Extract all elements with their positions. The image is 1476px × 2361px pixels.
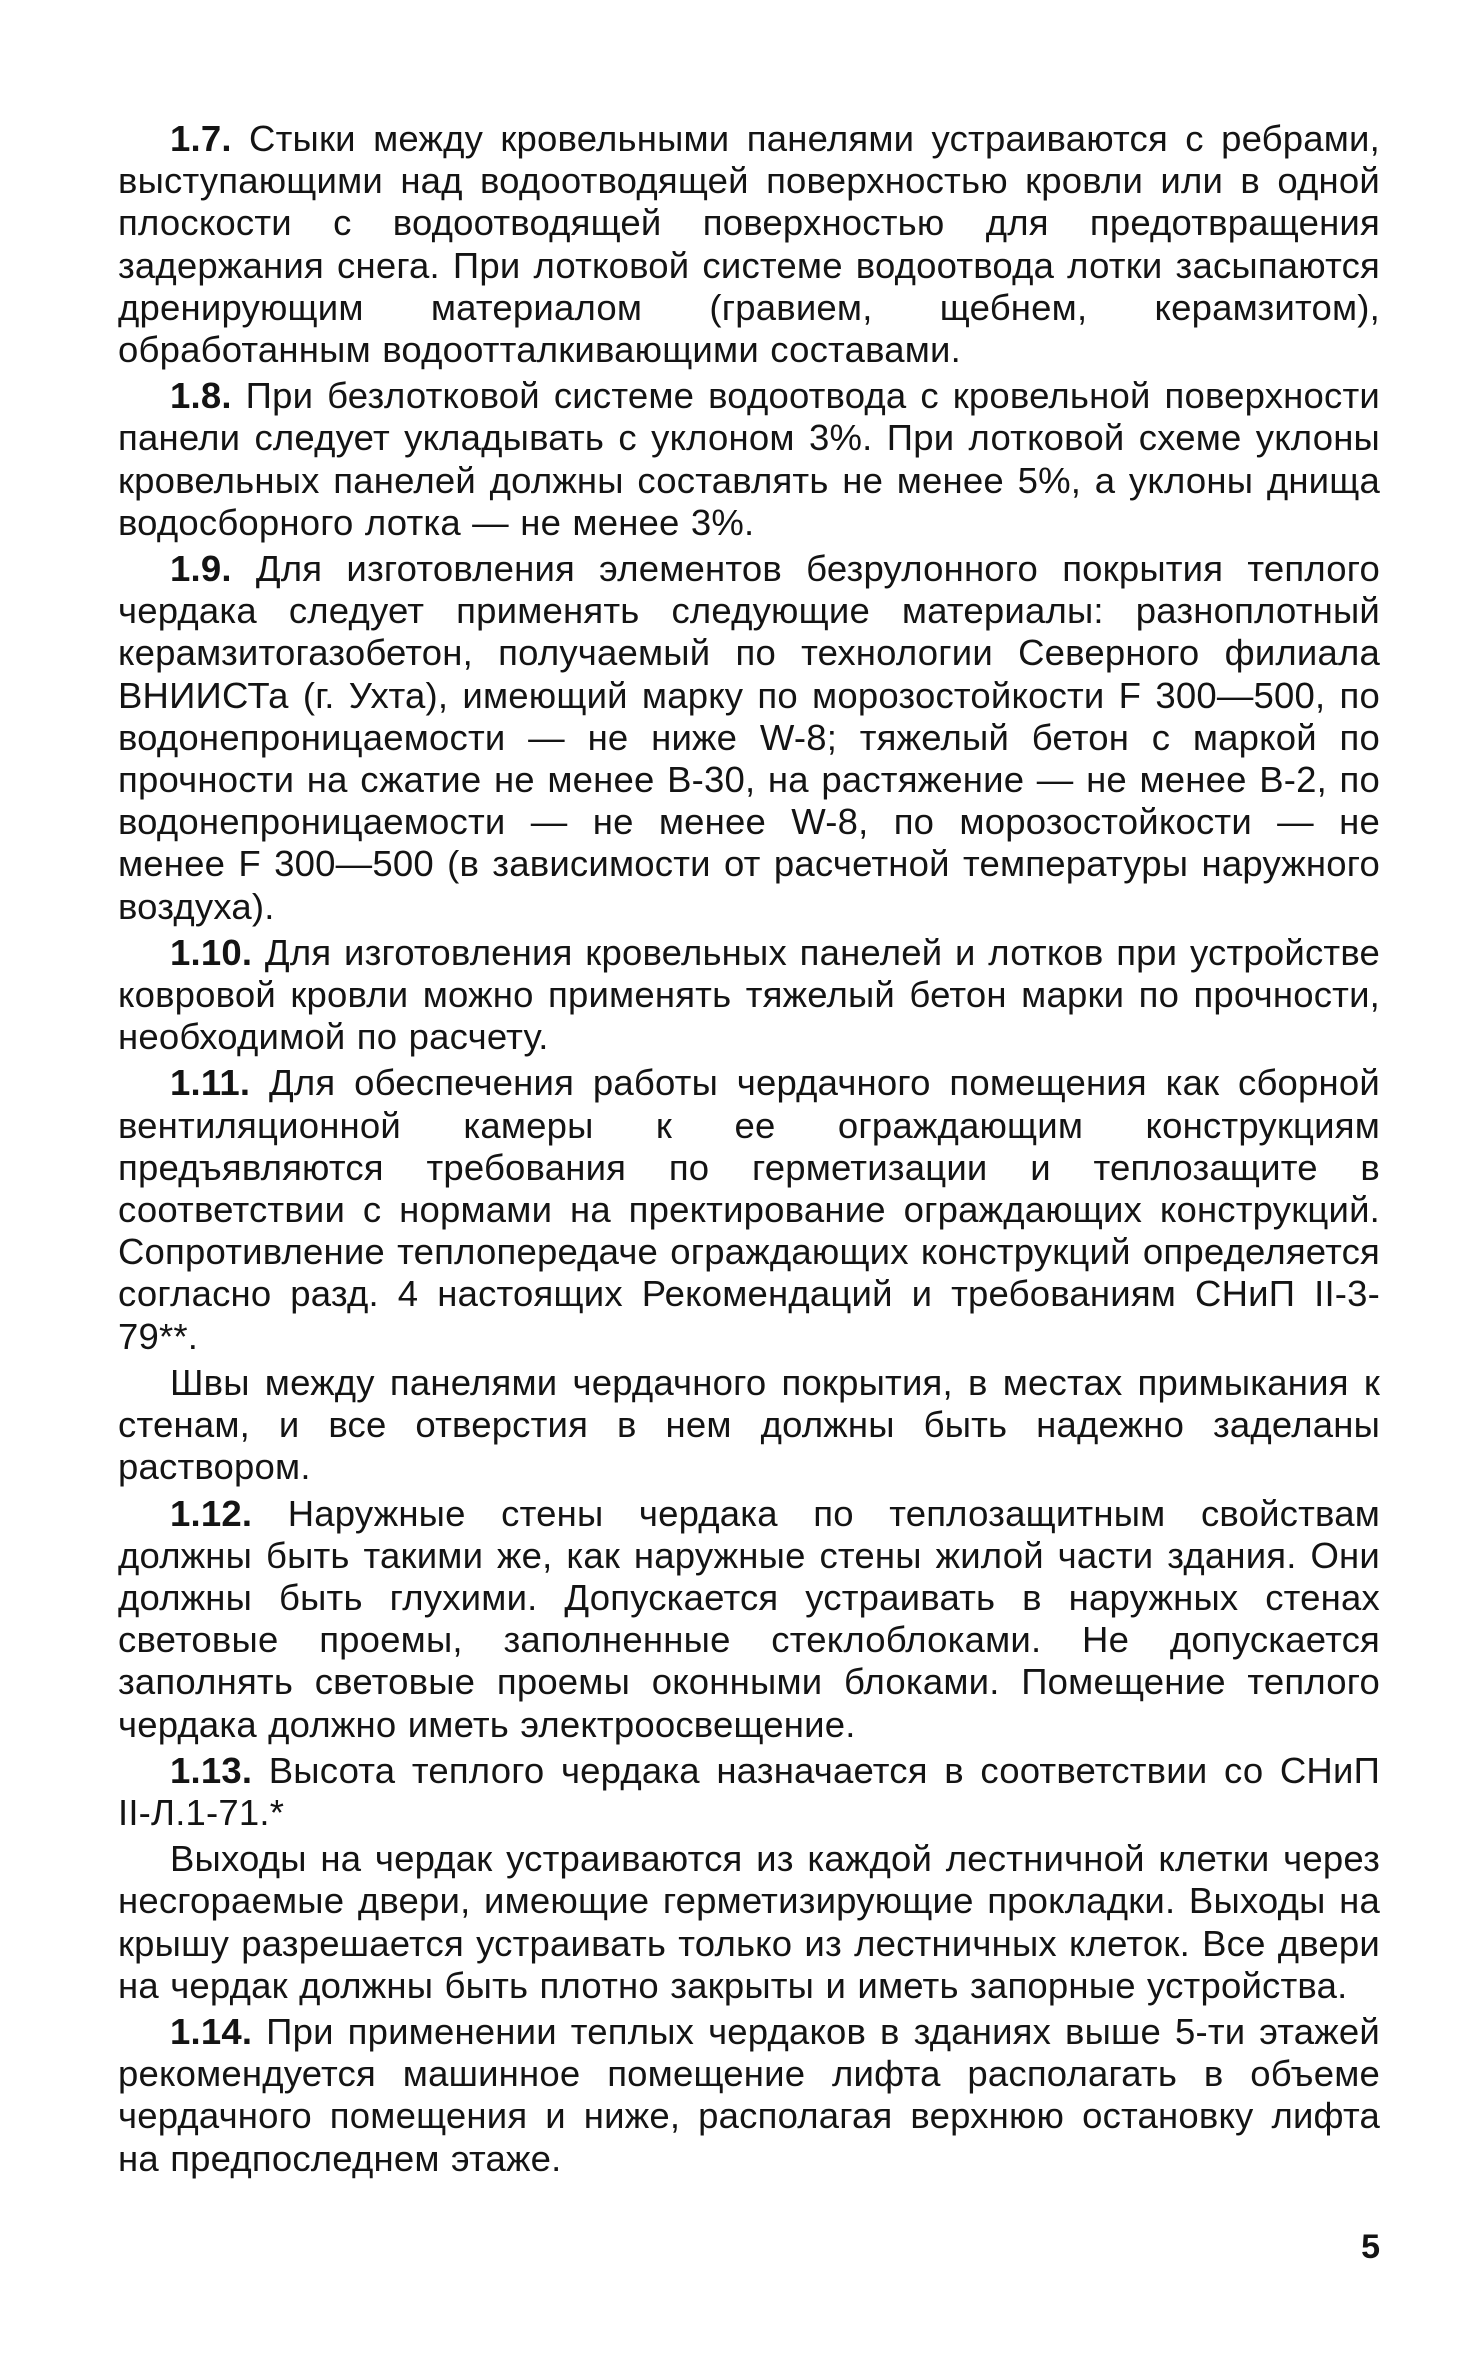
paragraph-1-9 [118,548,1380,928]
section-number: 1.12. [170,1492,253,1534]
paragraph-text: При применении теплых чердаков в зданиях выше 5-ти этажей рекомендуется машинное помещение лифта располагать в объеме чердачного помещения и ниже, располагая верхнюю остановку лифта на предпоследнем этаже. [118,2010,1380,2179]
section-number: 1.8. [170,375,232,417]
paragraph-text: Высота теплого чердака назначается в соответствии со СНиП II-Л.1-71.* [118,1749,1381,1833]
paragraph-1-12 [118,1493,1380,1746]
section-number: 1.11. [170,1062,251,1104]
section-number: 1.7. [170,118,232,159]
paragraph-1-13 [118,1750,1380,1834]
paragraph-exits [118,1838,1380,2007]
paragraph-1-7 [118,118,1380,371]
paragraph-text: Для изготовления кровельных панелей и лотков при устройстве ковровой кровли можно применять тяжелый бетон марки по прочности, необходимой по расчету. [118,931,1381,1058]
paragraph-1-14 [118,2011,1380,2180]
paragraph-text: Стыки между кровельными панелями устраиваются с ребрами, выступающими над водоотводящей поверхностью кровли или в одной плоскости с водоотводящей поверхностью для предотвращения задержания снега. При лотковой системе водоотвода лотки засыпаются дренирующим материалом (гравием, щебнем, керамзитом), обработанным водоотталкивающими составами. [118,118,1380,371]
paragraph-text: Для изготовления элементов безрулонного покрытия теплого чердака следует применять следующие материалы: разноплотный керамзитогазобетон, получаемый по технологии Северного филиала ВНИИСТа (г. Ухта), имеющий марку по морозостойкости F 300—500, по водонепроницаемости — не ниже W-8; тяжелый бетон с маркой по прочности на сжатие не менее В-30, на растяжение — не менее В-2, по водонепроницаемости — не менее W-8, по морозостойкости — не менее F 300—500 (в зависимости от расчетной температуры наружного воздуха). [118,548,1380,927]
paragraph-1-10 [118,932,1380,1059]
page-body [118,118,1380,2180]
paragraph-text: Для обеспечения работы чердачного помещения как сборной вентиляционной камеры к ее ограждающим конструкциям предъявляются требования по герметизации и теплозащите в соответствии с нормами на пректирование ограждающих конструкций. Сопротивление теплопередаче ограждающих конструкций определяется согласно разд. 4 настоящих Рекомендаций и требованиям СНиП II-3-79**. [118,1062,1381,1357]
paragraph-seams [118,1362,1380,1489]
paragraph-1-8 [118,375,1380,544]
page-number: 5 [1361,2228,1380,2266]
section-number: 1.9. [170,548,232,590]
paragraph-text: Швы между панелями чердачного покрытия, в местах примыкания к стенам, и все отверстия в нем должны быть надежно заделаны раствором. [118,1361,1380,1488]
paragraph-text: При безлотковой системе водоотвода с кровельной поверхности панели следует укладывать с уклоном 3%. При лотковой схеме уклоны кровельных панелей должны составлять не менее 5%, а уклоны днища водосборного лотка — не менее 3%. [118,375,1380,543]
paragraph-text: Выходы на чердак устраиваются из каждой лестничной клетки через несгораемые двери, имеющие герметизирующие прокладки. Выходы на крышу разрешается устраивать только из лестничных клеток. Все двери на чердак должны быть плотно закрыты и иметь запорные устройства. [118,1838,1380,2006]
section-number: 1.14. [170,2010,253,2052]
paragraph-text: Наружные стены чердака по теплозащитным свойствам должны быть такими же, как наружные стены жилой части здания. Они должны быть глухими. Допускается устраивать в наружных стенах световые проемы, заполненные стеклоблоками. Не допускается заполнять световые проемы оконными блоками. Помещение теплого чердака должно иметь электроосвещение. [118,1492,1380,1745]
paragraph-1-11 [118,1062,1380,1357]
section-number: 1.10. [170,931,253,973]
section-number: 1.13. [170,1749,253,1791]
